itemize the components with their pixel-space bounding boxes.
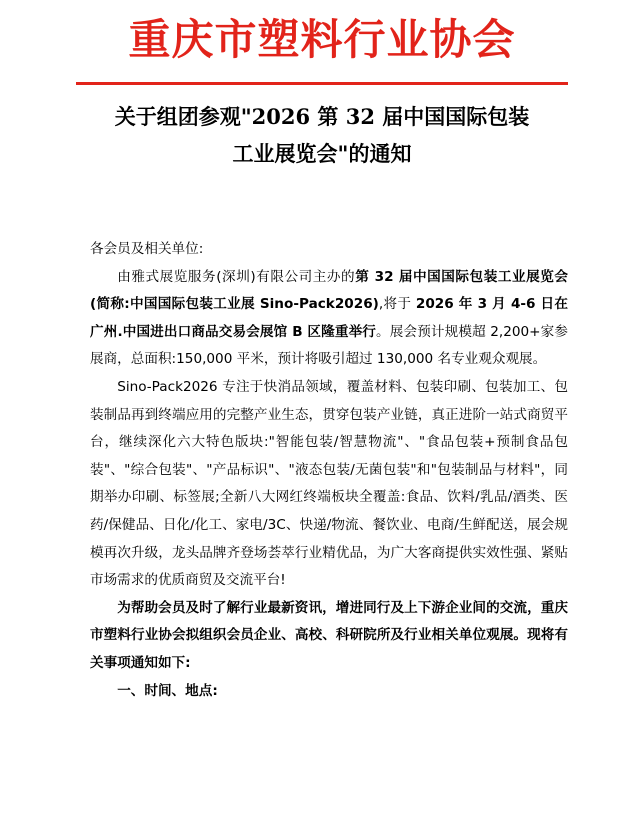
salutation: 各会员及相关单位: xyxy=(90,241,204,257)
paragraph-exhibition-intro xyxy=(90,264,568,374)
notice-title xyxy=(60,98,584,172)
p1-exhibition-name: 第 32 届中国国际包装工业展览会(简称:中国国际包装工业展 Sino-Pack2026) xyxy=(90,268,569,313)
paragraph-exhibition-scope: Sino-Pack2026 专注于快消品领域，覆盖材料、包装印刷、包装加工、包装制品再到终端应用的完整产业生态，贯穿包装产业链，真正进阶一站式商贸平台，继续深化六大特色版块:"智能包装/智慧物流"、"食品包装+预制食品包装"、"综合包装"、"产品标识"、"液态包装/无菌包装"和"包装制品与材料"，同期举办印刷、标签展;全新八大网红终端板块全覆盖:食品、饮料/乳品/酒类、医药/保健品、日化/化工、家电/3C、快递/物流、餐饮业、电商/生鲜配送，展会规模再次升级，龙头品牌齐登场荟萃行业精优品，为广大客商提供实效性强、紧贴市场需求的优质商贸及交流平台! xyxy=(90,378,568,589)
section-heading-time-location: 一、时间、地点: xyxy=(117,682,218,699)
notice-title-line-1: 关于组团参观"2026 第 32 届中国国际包装 xyxy=(114,104,530,129)
p1-date-venue: 2026 年 3 月 4-6 日在广州.中国进出口商品交易会展馆 B 区隆重举行 xyxy=(90,296,569,340)
paragraph-purpose: 为帮助会员及时了解行业最新资讯，增进同行及上下游企业间的交流，重庆市塑料行业协会拟组织会员企业、高校、科研院所及行业相关单位观展。现将有关事项通知如下: xyxy=(90,599,568,671)
letter-body xyxy=(90,236,568,705)
p1-connector: ,将于 xyxy=(378,296,416,313)
organization-header: 重庆市塑料行业协会 xyxy=(128,15,516,64)
notice-title-line-2: 工业展览会"的通知 xyxy=(232,141,412,166)
header-divider xyxy=(76,82,568,85)
p1-scale: 。展会预计规模超 2,200+家参展商，总面积:150,000 平米，预计将吸引超过 130,000 名专业观众观展。 xyxy=(90,323,568,368)
p1-organizer: 由雅式展览服务(深圳)有限公司主办的 xyxy=(117,268,356,285)
